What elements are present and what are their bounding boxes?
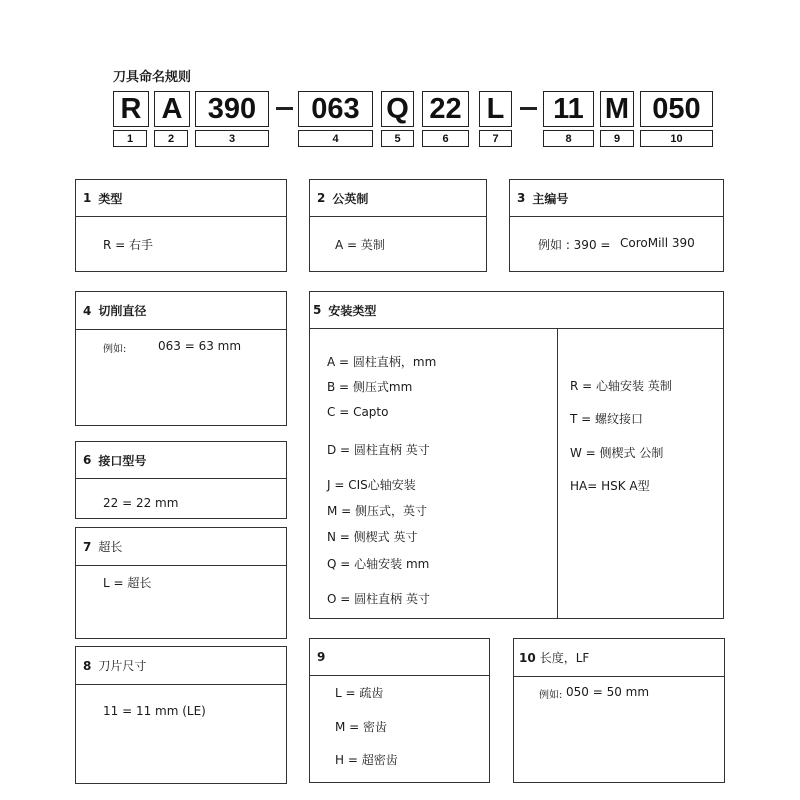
section-title: 刀片尺寸 (98, 659, 147, 673)
section-header (76, 292, 286, 330)
code-num-5: 5 (381, 130, 414, 147)
code-num-10: 10 (640, 130, 713, 147)
code-box-10: 050 (640, 91, 713, 127)
section-title: 公英制 (332, 191, 369, 206)
section-header (76, 647, 286, 685)
code-box-7: L (479, 91, 512, 127)
section-title: 切削直径 (98, 304, 147, 318)
code-box-9: M (600, 91, 634, 127)
section-number: 1 (83, 191, 92, 205)
section-interface-size (75, 441, 287, 519)
example-value: 063 = 63 mm (158, 339, 242, 353)
section-number: 10 (519, 650, 536, 665)
mount-option: O = 圆柱直柄 英寸 (327, 592, 430, 606)
section-mounting-type (309, 291, 724, 619)
section-number: 2 (317, 191, 326, 205)
pitch-option: H = 超密齿 (335, 753, 398, 767)
section-number: 3 (517, 191, 526, 205)
section-unit-system (309, 179, 487, 272)
interface-line: 22 = 22 mm (103, 496, 179, 510)
example-value: CoroMill 390 (620, 236, 695, 250)
mount-option: C = Capto (327, 405, 389, 419)
section-pitch (309, 638, 490, 783)
section-header (76, 180, 286, 217)
code-box-4: 063 (298, 91, 373, 127)
section-header (510, 180, 723, 217)
section-number: 6 (83, 453, 92, 467)
code-num-4: 4 (298, 130, 373, 147)
section-main-number (509, 179, 724, 272)
section-insert-size (75, 646, 287, 784)
mount-option: R = 心轴安装 英制 (570, 379, 672, 393)
section-number: 9 (317, 650, 326, 664)
section-title: 长度，LF (539, 651, 590, 665)
insert-size-line: 11 = 11 mm (LE) (103, 704, 206, 718)
page-title: 刀具命名规则 (113, 70, 192, 85)
section-length (513, 638, 725, 783)
example-value: 050 = 50 mm (566, 685, 650, 699)
mount-option: B = 侧压式mm (327, 380, 413, 394)
pitch-option: M = 密齿 (335, 720, 388, 734)
section-header (76, 442, 286, 479)
column-divider (557, 328, 558, 618)
section-header (310, 180, 486, 217)
code-box-2: A (154, 91, 190, 127)
extra-long-line: L = 超长 (103, 576, 152, 590)
section-extra-long (75, 527, 287, 639)
mount-option: Q = 心轴安装 mm (327, 557, 430, 571)
section-header (310, 639, 489, 676)
code-box-6: 22 (422, 91, 469, 127)
code-dash-2 (520, 107, 537, 110)
mount-option: N = 侧楔式 英寸 (327, 530, 418, 544)
section-title: 类型 (98, 191, 123, 206)
code-num-7: 7 (479, 130, 512, 147)
example-label: 例如 : 390 = (538, 238, 611, 252)
mount-option: A = 圆柱直柄，mm (327, 355, 437, 369)
code-box-8: 11 (543, 91, 594, 127)
mount-option: M = 侧压式，英寸 (327, 504, 428, 518)
section-header (76, 528, 286, 566)
pitch-option: L = 疏齿 (335, 686, 384, 700)
mount-option: W = 侧楔式 公制 (570, 446, 664, 460)
section-number: 8 (83, 658, 92, 673)
code-num-2: 2 (154, 130, 188, 147)
type-line: R = 右手 (103, 238, 154, 252)
code-box-1: R (113, 91, 149, 127)
section-title: 超长 (98, 540, 123, 554)
mount-option: J = CIS心轴安装 (327, 478, 416, 492)
code-num-8: 8 (543, 130, 594, 147)
code-num-9: 9 (600, 130, 634, 147)
code-num-6: 6 (422, 130, 469, 147)
example-label: 例如: (539, 690, 563, 701)
code-box-5: Q (381, 91, 414, 127)
section-title: 主编号 (532, 191, 569, 206)
code-box-3: 390 (195, 91, 269, 127)
section-title: 安装类型 (328, 303, 377, 318)
code-num-3: 3 (195, 130, 269, 147)
section-cutting-diameter (75, 291, 287, 426)
unit-line: A = 英制 (335, 238, 385, 252)
section-number: 7 (83, 539, 92, 554)
example-label: 例如: (103, 344, 127, 355)
code-num-1: 1 (113, 130, 147, 147)
section-title: 接口型号 (98, 453, 147, 468)
mount-option: HA= HSK A型 (570, 479, 650, 493)
mount-option: T = 螺纹接口 (570, 412, 644, 426)
section-header (310, 292, 723, 329)
code-dash-1 (276, 107, 293, 110)
section-number: 5 (313, 303, 322, 317)
section-number: 4 (83, 303, 92, 318)
section-header (514, 639, 724, 677)
code-row (0, 0, 800, 160)
mount-option: D = 圆柱直柄 英寸 (327, 443, 430, 457)
section-type (75, 179, 287, 272)
